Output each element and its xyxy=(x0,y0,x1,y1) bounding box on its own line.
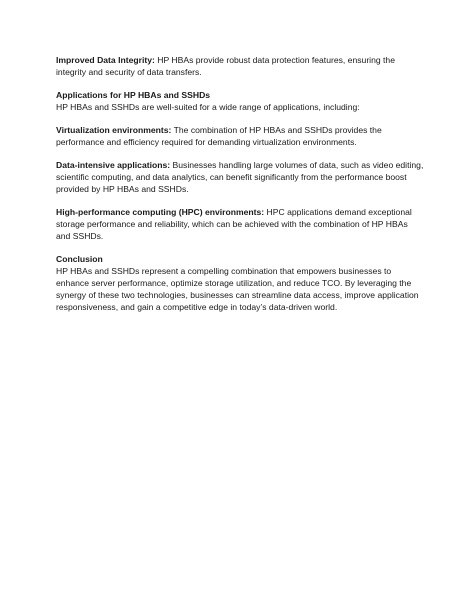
paragraph-applications-intro: HP HBAs and SSHDs are well-suited for a wide range of applications, including: xyxy=(56,102,360,112)
paragraph-data-integrity xyxy=(56,54,424,78)
paragraph-data-intensive xyxy=(56,159,424,195)
paragraph-virtualization xyxy=(56,124,424,148)
document-body xyxy=(56,54,424,324)
section-heading-conclusion: Conclusion xyxy=(56,254,103,264)
paragraph-lead: Improved Data Integrity: xyxy=(56,55,155,65)
paragraph-lead: Virtualization environments: xyxy=(56,125,172,135)
paragraph-text: HP HBAs provide robust data protection features, ensuring the integrity and security of data transfers. xyxy=(56,55,395,77)
paragraph-hpc xyxy=(56,206,424,242)
section-heading-applications: Applications for HP HBAs and SSHDs xyxy=(56,90,211,100)
paragraph-text: Businesses handling large volumes of data, such as video editing, scientific computing, and data analytics, can benefit significantly from the performance boost provided by HP HBAs and SSHDs. xyxy=(56,160,424,194)
paragraph-text: The combination of HP HBAs and SSHDs provides the performance and efficiency required for demanding virtualization environments. xyxy=(56,125,382,147)
paragraph-lead: High-performance computing (HPC) environments: xyxy=(56,207,265,217)
paragraph-text: HPC applications demand exceptional storage performance and reliability, which can be achieved with the combination of HP HBAs and SSHDs. xyxy=(56,207,412,241)
paragraph-lead: Data-intensive applications: xyxy=(56,160,171,170)
paragraph-conclusion: HP HBAs and SSHDs represent a compelling combination that empowers businesses to enhance server performance, optimize storage utilization, and reduce TCO. By leveraging the synergy of these two technologies, businesses can streamline data access, improve application responsiveness, and gain a competitive edge in today’s data-driven world. xyxy=(56,266,419,312)
